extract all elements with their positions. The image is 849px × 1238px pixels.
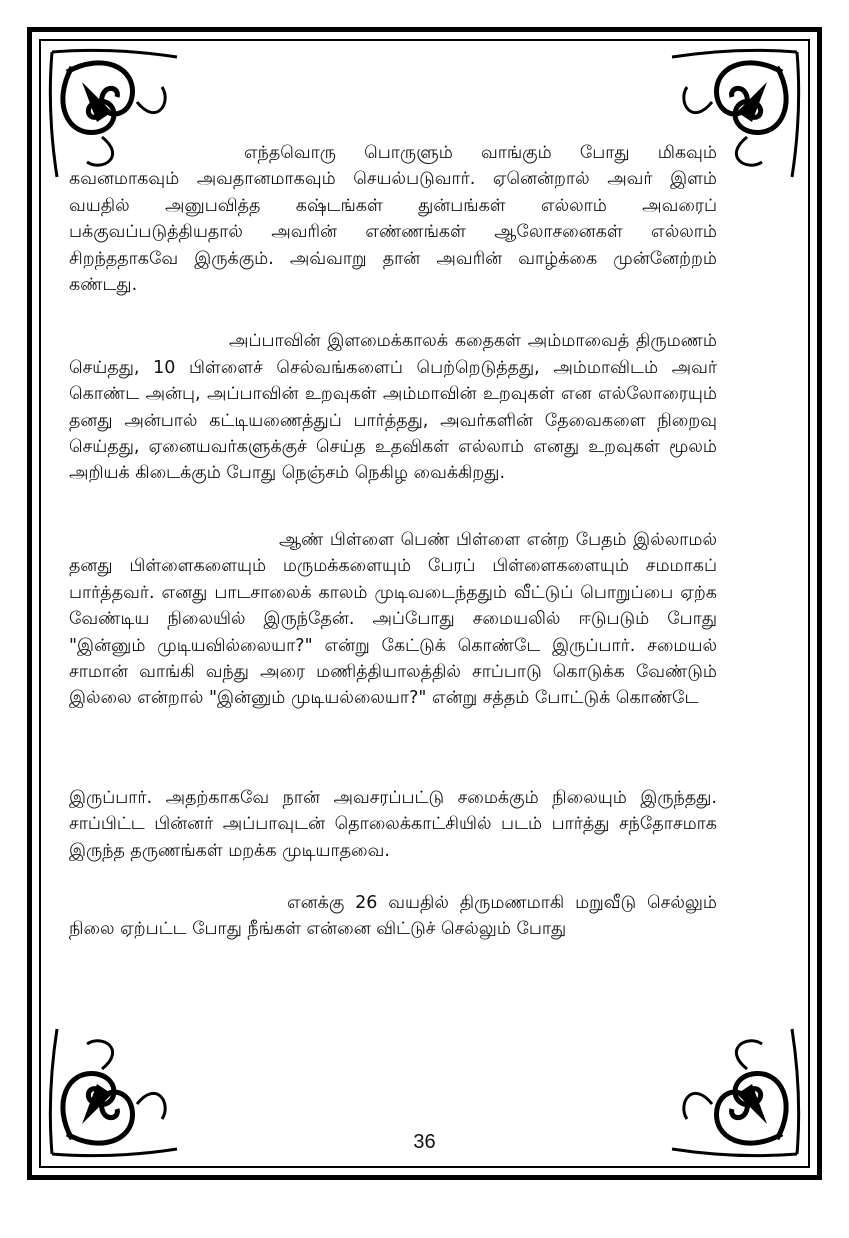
paragraph-5-text: எனக்கு 26 வயதில் திருமணமாகி மறுவீடு செல்லும் நிலை ஏற்பட்ட போது நீங்கள் என்னை விட்டுச் செல்லும் போது [69,892,717,940]
paragraph-4 [69,785,717,864]
paragraph-2 [69,328,717,486]
paragraph-3-text: ஆண் பிள்ளை பெண் பிள்ளை என்ற பேதம் இல்லாமல் தனது பிள்ளைகளையும் மருமக்களையும் பேரப் பிள்ளைகளையும் சமமாகப் பார்த்தவர். எனது பாடசாலைக் காலம் முடிவடைந்ததும் வீட்டுப் பொறுப்பை ஏற்க வேண்டிய நிலையில் இருந்தேன். அப்போது சமையலில் ஈடுபடும் போது "இன்னும் முடியவில்லையா?" என்று கேட்டுக் கொண்டே இருப்பார். சமையல் சாமான் வாங்கி வந்து அரை மணித்தியாலத்தில் சாப்பாடு கொடுக்க வேண்டும் இல்லை என்றால் "இன்னும் முடியல்லையா?" என்று சத்தம் போட்டுக் கொண்டே [69,529,717,709]
paragraph-1-text: எந்தவொரு பொருளும் வாங்கும் போது மிகவும் கவனமாகவும் அவதானமாகவும் செயல்படுவார். ஏனென்றால் அவர் இளம் வயதில் அனுபவித்த கஷ்டங்கள் துன்பங்கள் எல்லாம் அவரைப் பக்குவப்படுத்தியதால் அவரின் எண்ணங்கள் ஆலோசனைகள் எல்லாம் சிறந்ததாகவே இருக்கும். அவ்வாறு தான் அவரின் வாழ்க்கை முன்னேற்றம் கண்டது. [69,143,717,296]
page-number: 36 [413,1131,436,1153]
paragraph-3 [69,527,717,712]
paragraph-4-text: இருப்பார். அதற்காகவே நான் அவசரப்பட்டு சமைக்கும் நிலையும் இருந்தது. சாப்பிட்ட பின்னர் அப்பாவுடன் தொலைக்காட்சியில் படம் பார்த்து சந்தோசமாக இருந்த தருணங்கள் மறக்க முடியாதவை. [69,787,717,861]
body-text [69,140,717,943]
paragraph-1 [69,140,717,298]
paragraph-2-text: அப்பாவின் இளமைக்காலக் கதைகள் அம்மாவைத் திருமணம் செய்தது, 10 பிள்ளைச் செல்வங்களைப் பெற்றெடுத்தது, அம்மாவிடம் அவர் கொண்ட அன்பு, அப்பாவின் உறவுகள் அம்மாவின் உறவுகள் என எல்லோரையும் தனது அன்பால் கட்டியணைத்துப் பார்த்தது, அவர்களின் தேவைகளை நிறைவு செய்தது, ஏனையவர்களுக்குச் செய்த உதவிகள் எல்லாம் எனது உறவுகள் மூலம் அறியக் கிடைக்கும் போது நெஞ்சம் நெகிழ வைக்கிறது. [69,331,717,484]
paragraph-5 [69,890,717,943]
